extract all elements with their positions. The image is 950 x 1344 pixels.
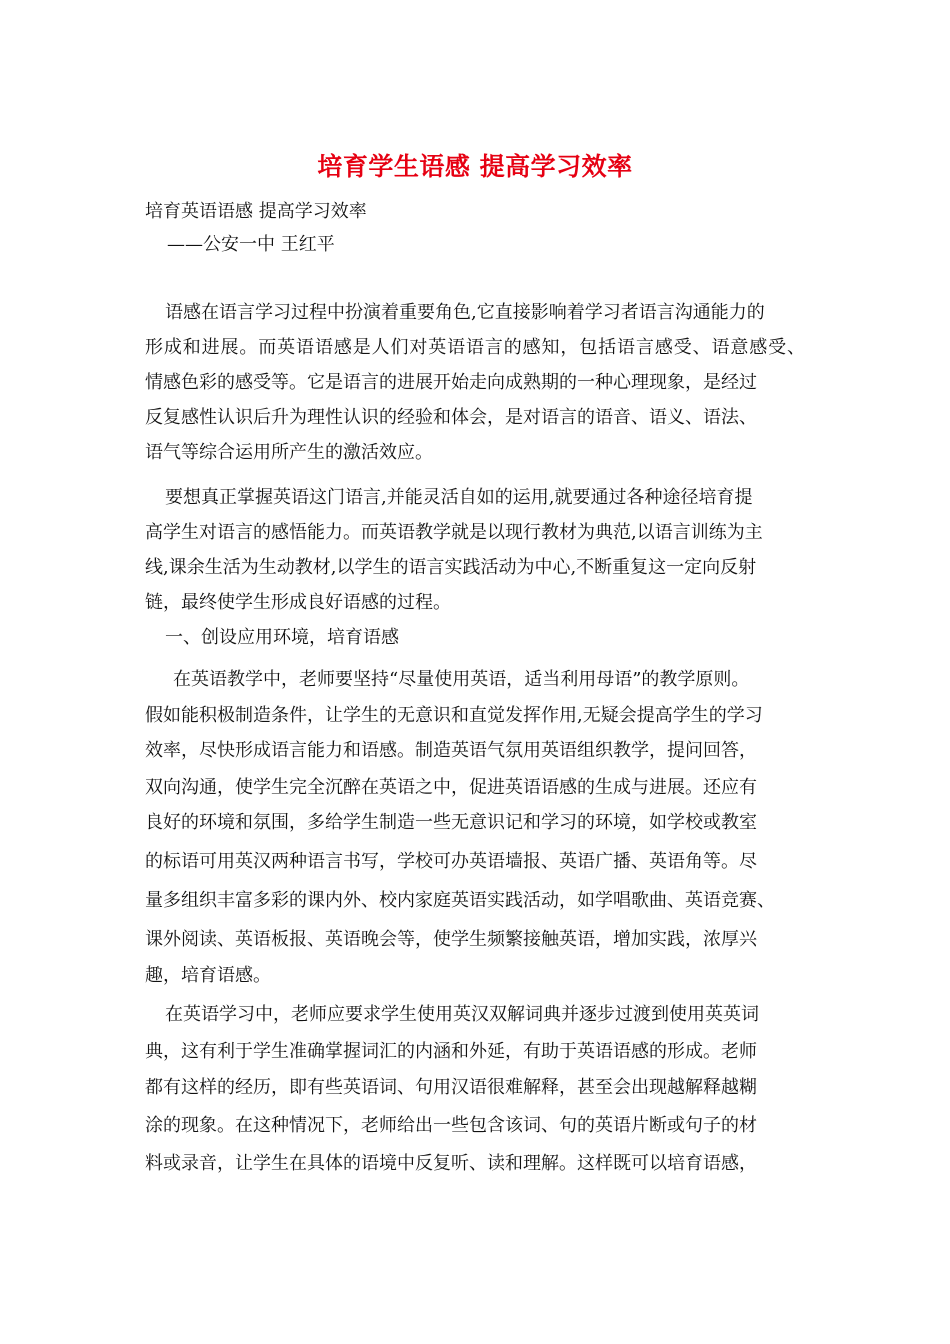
paragraph-line: 形成和进展。而英语语感是人们对英语语言的感知，包括语言感受、语意感受、 (145, 337, 805, 358)
paragraph-line: 在英语教学中，老师要坚持“尽量使用英语，适当利用母语”的教学原则。 (173, 669, 750, 690)
paragraph-line: 量多组织丰富多彩的课内外、校内家庭英语实践活动，如学唱歌曲、英语竞赛、 (145, 890, 775, 911)
paragraph-line: 课外阅读、英语板报、英语晚会等，使学生频繁接触英语，增加实践，浓厚兴 (145, 929, 757, 950)
paragraph-line: 趣，培育语感。 (145, 965, 271, 986)
paragraph-line: 涂的现象。在这种情况下，老师给出一些包含该词、句的英语片断或句子的材 (145, 1115, 757, 1136)
paragraph-line: 效率，尽快形成语言能力和语感。制造英语气氛用英语组织教学，提问回答， (145, 740, 757, 761)
paragraph-line: 情感色彩的感受等。它是语言的进展开始走向成熟期的一种心理现象，是经过 (145, 372, 757, 393)
paragraph-line: 双向沟通，使学生完全沉醉在英语之中，促进英语语感的生成与进展。还应有 (145, 777, 757, 798)
paragraph-line: 假如能积极制造条件，让学生的无意识和直觉发挥作用,无疑会提高学生的学习 (145, 705, 763, 726)
paragraph-line: 语感在语言学习过程中扮演着重要角色,它直接影响着学习者语言沟通能力的 (165, 302, 765, 323)
document-author: ——公安一中 王红平 (167, 234, 335, 255)
paragraph-line: 在英语学习中，老师应要求学生使用英汉双解词典并逐步过渡到使用英英词 (165, 1004, 759, 1025)
paragraph-line: 良好的环境和氛围，多给学生制造一些无意识记和学习的环境，如学校或教室 (145, 812, 757, 833)
paragraph-line: 要想真正掌握英语这门语言,并能灵活自如的运用,就要通过各种途径培育提 (165, 487, 753, 508)
paragraph-line: 线,课余生活为生动教材,以学生的语言实践活动为中心,不断重复这一定向反射 (145, 557, 757, 578)
paragraph-line: 都有这样的经历，即有些英语词、句用汉语很难解释，甚至会出现越解释越糊 (145, 1077, 757, 1098)
paragraph-line: 典，这有利于学生准确掌握词汇的内涵和外延，有助于英语语感的形成。老师 (145, 1041, 757, 1062)
paragraph-line: 高学生对语言的感悟能力。而英语教学就是以现行教材为典范,以语言训练为主 (145, 522, 763, 543)
document-title: 培育学生语感 提高学习效率 (317, 152, 633, 181)
paragraph-line: 语气等综合运用所产生的激活效应。 (145, 442, 433, 463)
document-subtitle: 培育英语语感 提高学习效率 (145, 201, 367, 222)
section-heading: 一、创设应用环境，培育语感 (165, 627, 399, 648)
paragraph-line: 反复感性认识后升为理性认识的经验和体会，是对语言的语音、语义、语法、 (145, 407, 757, 428)
paragraph-line: 料或录音，让学生在具体的语境中反复听、读和理解。这样既可以培育语感， (145, 1153, 757, 1174)
paragraph-line: 的标语可用英汉两种语言书写，学校可办英语墙报、英语广播、英语角等。尽 (145, 851, 757, 872)
paragraph-line: 链，最终使学生形成良好语感的过程。 (145, 592, 451, 613)
